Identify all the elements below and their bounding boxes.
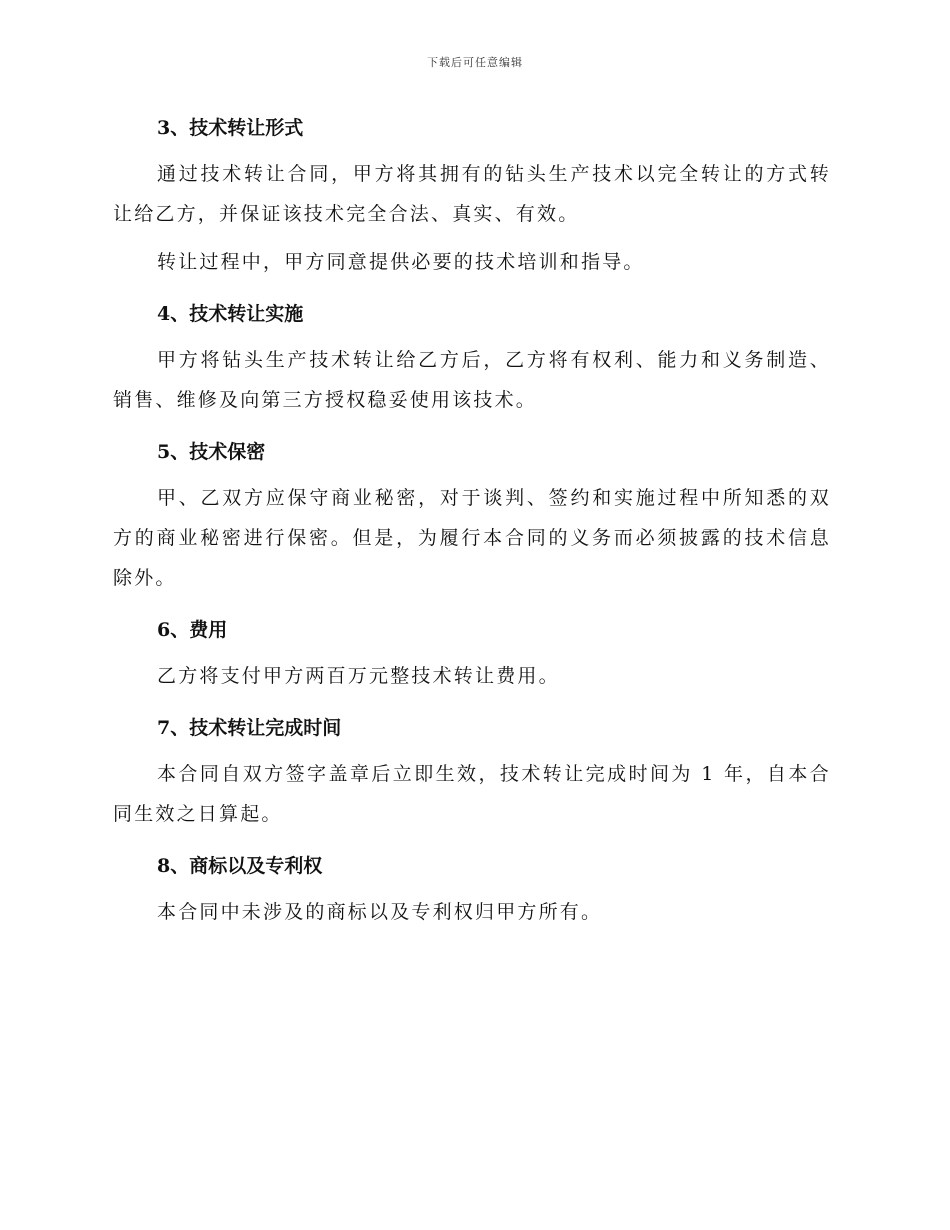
document-body <box>113 110 831 932</box>
section-4-paragraph-1: 甲方将钻头生产技术转让给乙方后，乙方将有权利、能力和义务制造、销售、维修及向第三方授权稳妥使用该技术。 <box>113 349 831 411</box>
section-heading-4: 4、技术转让实施 <box>157 303 304 325</box>
section-3-paragraph-1: 通过技术转让合同，甲方将其拥有的钻头生产技术以完全转让的方式转让给乙方，并保证该技术完全合法、真实、有效。 <box>113 163 831 225</box>
section-heading-6: 6、费用 <box>157 619 228 641</box>
section-8-paragraph-1: 本合同中未涉及的商标以及专利权归甲方所有。 <box>157 901 603 923</box>
section-heading-3: 3、技术转让形式 <box>157 117 304 139</box>
section-heading-8: 8、商标以及专利权 <box>157 855 323 877</box>
section-heading-5: 5、技术保密 <box>157 441 266 463</box>
page-header: 下载后可任意编辑 <box>427 56 523 69</box>
section-7-paragraph-1: 本合同自双方签字盖章后立即生效，技术转让完成时间为 1 年，自本合同生效之日算起。 <box>113 763 831 825</box>
section-5-paragraph-1: 甲、乙双方应保守商业秘密，对于谈判、签约和实施过程中所知悉的双方的商业秘密进行保密。但是，为履行本合同的义务而必须披露的技术信息除外。 <box>113 487 831 589</box>
section-heading-7: 7、技术转让完成时间 <box>157 717 342 739</box>
section-3-paragraph-2: 转让过程中，甲方同意提供必要的技术培训和指导。 <box>157 251 645 273</box>
section-6-paragraph-1: 乙方将支付甲方两百万元整技术转让费用。 <box>157 665 560 687</box>
